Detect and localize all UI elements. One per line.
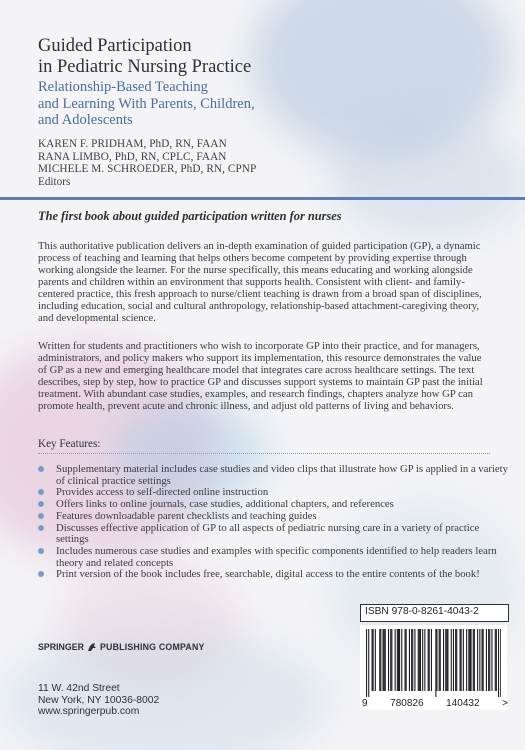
features-list <box>38 464 508 581</box>
barcode-bar <box>463 629 464 691</box>
barcode-bar <box>383 629 384 691</box>
barcode-bar <box>385 629 386 691</box>
barcode-bar <box>474 629 475 691</box>
barcode-bar <box>451 629 452 691</box>
barcode-bar <box>406 629 407 691</box>
title-line: Guided Participation <box>38 36 192 56</box>
book-subtitle <box>38 79 255 129</box>
barcode-digit-group: > <box>502 698 508 709</box>
barcode-bar <box>496 629 497 691</box>
feature-text: Print version of the book includes free, searchable, digital access to the entire contents of the book! <box>56 568 480 581</box>
barcode-bar <box>397 629 398 691</box>
barcode-bar <box>455 629 456 691</box>
barcode-bar <box>443 629 444 691</box>
barcode-bar <box>388 629 389 691</box>
barcode-bar <box>469 629 470 691</box>
feature-text: Offers links to online journals, case studies, additional chapters, and references <box>56 498 394 511</box>
barcode-bar <box>422 629 423 691</box>
barcode-bar <box>414 629 415 691</box>
barcode-bar <box>483 629 484 691</box>
barcode-bar <box>479 629 480 691</box>
barcode-bar <box>489 629 490 691</box>
list-item <box>38 546 508 569</box>
key-features-heading: Key Features: <box>38 438 101 450</box>
barcode-bar <box>372 629 373 691</box>
list-item <box>38 523 508 546</box>
barcode-bar <box>461 629 462 691</box>
barcode-bar <box>405 629 406 691</box>
editor-name: KAREN F. PRIDHAM, PhD, RN, FAAN <box>38 138 227 150</box>
list-item <box>38 464 508 487</box>
editors-label: Editors <box>38 176 71 189</box>
bullet-icon <box>38 571 44 577</box>
barcode-bar <box>471 629 472 691</box>
barcode-bar <box>390 629 391 691</box>
barcode-bar <box>395 629 396 691</box>
bullet-icon <box>38 548 44 554</box>
barcode-bar <box>384 629 385 691</box>
barcode-digit-group: 780826 <box>390 698 424 709</box>
publisher-logo <box>38 642 205 652</box>
headline: The first book about guided participation written for nurses <box>38 209 342 223</box>
barcode-bar <box>440 629 441 691</box>
barcode-digit-group: 9 <box>362 698 368 709</box>
barcode-number <box>362 698 508 709</box>
barcode-bar <box>453 629 454 691</box>
editors-block <box>38 138 256 189</box>
barcode-bar <box>435 629 436 697</box>
barcode-bars <box>366 629 501 697</box>
barcode-bar <box>439 629 440 691</box>
bullet-icon <box>38 466 44 472</box>
feature-text: Supplementary material includes case studies and video clips that illustrate how GP is applied in a variety of clinical practice settings <box>56 463 508 487</box>
barcode-digit-group: 140432 <box>446 698 480 709</box>
publisher-address <box>38 683 159 718</box>
isbn-text: ISBN 978-0-8261-4043-2 <box>365 606 479 617</box>
feature-text: Features downloadable parent checklists and teaching guides <box>56 509 317 522</box>
springer-horse-icon <box>87 642 97 652</box>
barcode-bar <box>498 629 499 697</box>
editor-name: MICHELE M. SCHROEDER, PhD, RN, CPNP <box>38 163 257 176</box>
barcode-bar <box>500 629 501 697</box>
dotted-divider <box>38 453 490 454</box>
feature-text: Discusses effective application of GP to all aspects of pediatric nursing care in a variety of practice settings <box>56 521 480 546</box>
subtitle-line: and Learning With Parents, Children, <box>38 95 255 112</box>
barcode-bar <box>431 629 432 691</box>
book-title <box>38 36 251 78</box>
list-item <box>38 569 508 581</box>
publisher-name: SPRINGER <box>38 642 84 652</box>
barcode-bar <box>482 629 483 691</box>
barcode-bar <box>447 629 448 691</box>
barcode-bar <box>466 629 467 691</box>
barcode-bar <box>491 629 492 691</box>
barcode-bar <box>412 629 413 691</box>
bullet-icon <box>38 489 44 495</box>
barcode-bar <box>424 629 425 691</box>
bullet-icon <box>38 513 44 519</box>
barcode-bar <box>488 629 489 691</box>
barcode-bar <box>477 629 478 691</box>
address-line: New York, NY 10036-8002 <box>38 694 160 706</box>
barcode-bar <box>436 629 437 691</box>
barcode-bar <box>375 629 376 691</box>
section-divider <box>0 197 525 200</box>
barcode-bar <box>391 629 392 691</box>
barcode-bar <box>486 629 487 691</box>
barcode-bar <box>420 629 421 691</box>
publisher-company: PUBLISHING COMPANY <box>99 642 205 652</box>
description-paragraph: This authoritative publication delivers an in-depth examination of guided participation (GP), a dynamic process of teaching and learning that helps others become competent by providing expertise through working alongside the learner. For the nurse specifically, this means educating and working alongside parents and children within an environment that supports health. Consistent with client- and family-centered practice, this fresh approach to nurse/client teaching is drawn from a broad span of disciplines, including education, social and cultural anthropology, relationship-based attachment-caregiving theory, and developmental science. <box>38 240 482 324</box>
barcode-bar <box>473 629 474 691</box>
barcode-bar <box>366 629 367 697</box>
barcode-bar <box>368 629 369 697</box>
feature-text: Provides access to self-directed online instruction <box>56 486 269 499</box>
editor-name: RANA LIMBO, PhD, RN, CPLC, FAAN <box>38 150 227 163</box>
barcode-bar <box>380 629 381 691</box>
bullet-icon <box>38 501 44 507</box>
barcode-bar <box>468 629 469 691</box>
barcode-bar <box>399 629 400 691</box>
address-line: www.springerpub.com <box>38 706 140 718</box>
barcode-bar <box>445 629 446 691</box>
barcode-bar <box>373 629 374 691</box>
bullet-icon <box>38 525 44 531</box>
barcode-bar <box>419 629 420 691</box>
barcode-bar <box>379 629 380 691</box>
subtitle-line: Relationship-Based Teaching <box>38 79 208 95</box>
barcode-bar <box>418 629 419 691</box>
description-paragraph: Written for students and practitioners who wish to incorporate GP into their practice, and for managers, administrators, and policy makers who support its implementation, this resource demonstrates the value of GP as a new and emerging healthcare model that integrates care across healthcare settings. The text describes, step by step, how to practice GP and discusses support systems to maintain GP past the initial treatment. With abundant case studies, examples, and research findings, chapters analyze how GP can promote health, prevent acute and chronic illness, and adjust old patterns of living and behaviors. <box>38 340 483 412</box>
barcode-bar <box>495 629 496 691</box>
feature-text: Includes numerous case studies and examples with specific components identified to help readers learn theory and related concepts <box>56 544 497 569</box>
address-line: 11 W. 42nd Street <box>38 683 120 694</box>
barcode-bar <box>429 629 430 691</box>
barcode-bar <box>401 629 402 691</box>
barcode-bar <box>428 629 429 691</box>
barcode-bar <box>460 629 461 691</box>
barcode-bar <box>456 629 457 691</box>
title-line: in Pediatric Nursing Practice <box>38 57 252 77</box>
barcode-bar <box>398 629 399 691</box>
barcode-bar <box>446 629 447 691</box>
barcode-bar <box>411 629 412 691</box>
barcode-bar <box>409 629 410 691</box>
subtitle-line: and Adolescents <box>38 112 133 128</box>
